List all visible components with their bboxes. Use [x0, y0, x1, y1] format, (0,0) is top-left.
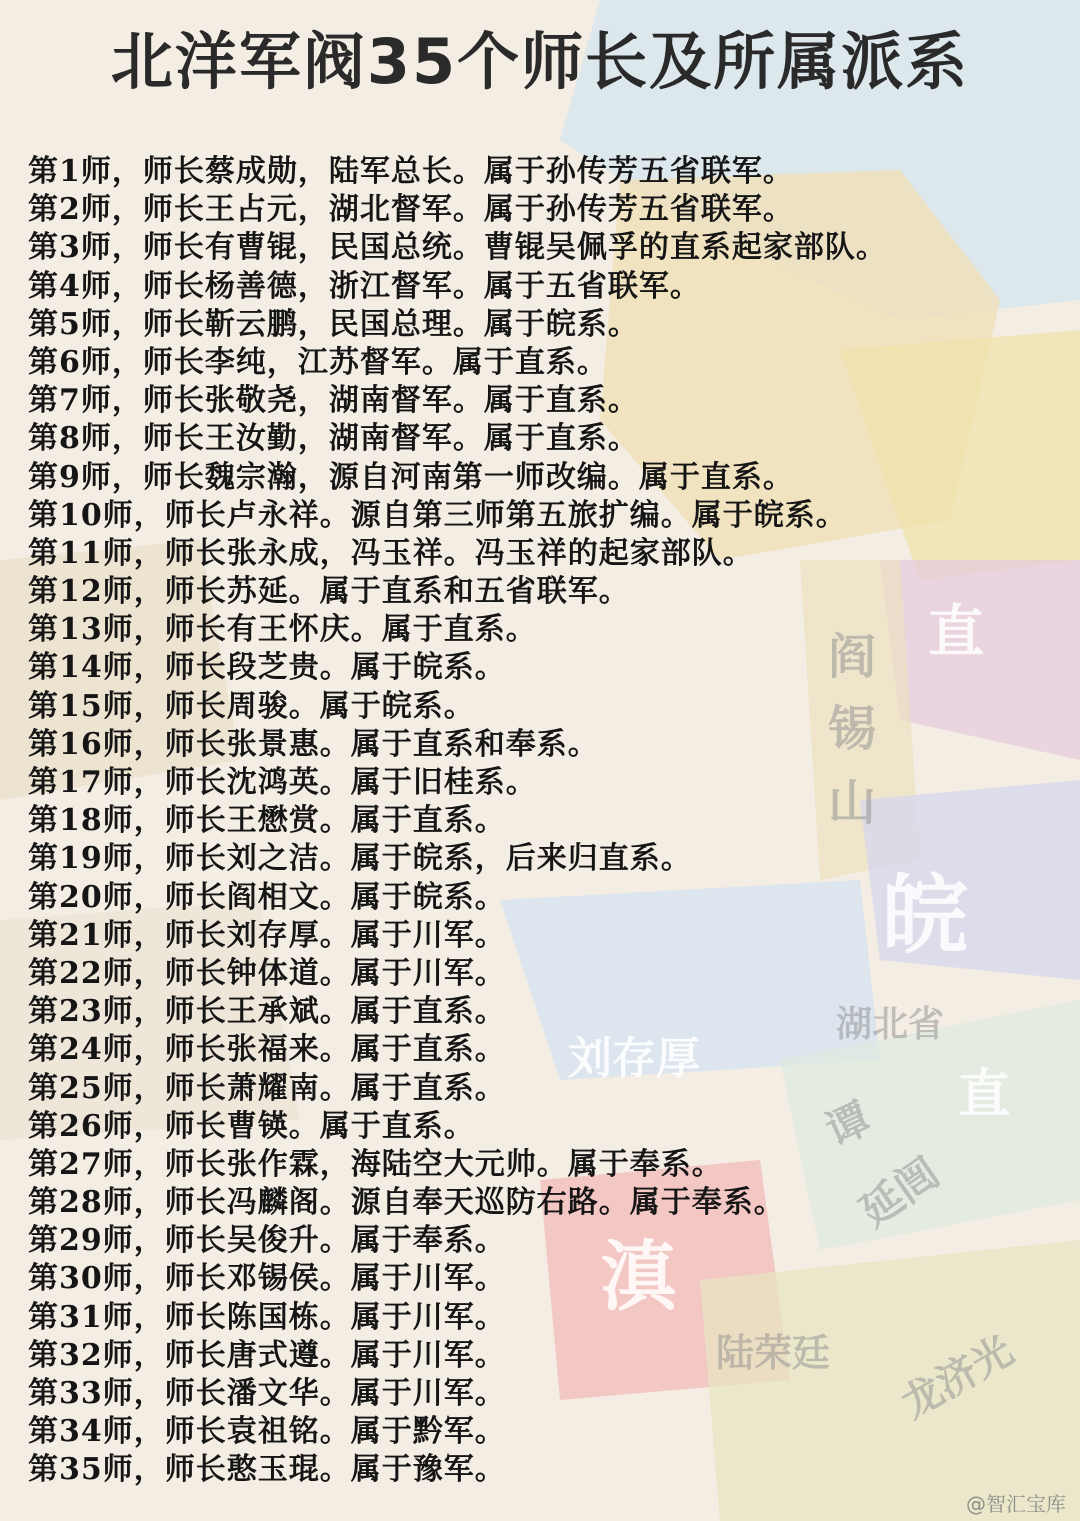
map-label-dian: 滇: [600, 1232, 676, 1321]
map-label-shan: 山: [828, 775, 877, 831]
map-label-yanmin: 延闿: [850, 1147, 948, 1237]
map-label-wan: 皖: [882, 866, 968, 966]
list-item: 第25师，师长萧耀南。属于直系。: [28, 1070, 506, 1106]
list-item: 第24师，师长张福来。属于直系。: [28, 1032, 506, 1068]
list-item: 第31师，师长陈国栋。属于川军。: [28, 1299, 506, 1335]
list-item: 第11师，师长张永成，冯玉祥。冯玉祥的起家部队。: [28, 535, 754, 571]
list-item: 第7师，师长张敬尧，湖南督军。属于直系。: [28, 383, 639, 419]
list-item: 第13师，师长有王怀庆。属于直系。: [28, 612, 537, 648]
list-item: 第14师，师长段芝贵。属于皖系。: [28, 650, 506, 686]
division-list: [28, 153, 1068, 1490]
map-label-liucunhou: 刘存厚: [568, 1033, 700, 1084]
list-item: 第32师，师长唐式遵。属于川军。: [28, 1337, 506, 1373]
map-label-zhi-north: 直: [928, 600, 984, 665]
list-item: 第27师，师长张作霖，海陆空大元帅。属于奉系。: [28, 1146, 723, 1182]
list-item: 第34师，师长袁祖铭。属于黔军。: [28, 1414, 506, 1450]
list-item: 第2师，师长王占元，湖北督军。属于孙传芳五省联军。: [28, 192, 794, 228]
list-item: 第23师，师长王承斌。属于直系。: [28, 994, 506, 1030]
list-item: 第30师，师长邓锡侯。属于川军。: [28, 1261, 506, 1297]
list-item: 第26师，师长曹锳。属于直系。: [28, 1108, 475, 1144]
list-item: 第10师，师长卢永祥。源自第三师第五旅扩编。属于皖系。: [28, 497, 847, 533]
map-label-zhi-south: 直: [958, 1065, 1011, 1125]
list-item: 第9师，师长魏宗瀚，源自河南第一师改编。属于直系。: [28, 459, 794, 495]
list-item: 第4师，师长杨善德，浙江督军。属于五省联军。: [28, 268, 701, 304]
map-label-hubei: 湖北省: [836, 1004, 945, 1045]
map-label-xi: 锡: [828, 701, 877, 757]
list-item: 第22师，师长钟体道。属于川军。: [28, 955, 506, 991]
list-item: 第35师，师长憨玉琨。属于豫军。: [28, 1452, 506, 1488]
list-item: 第28师，师长冯麟阁。源自奉天巡防右路。属于奉系。: [28, 1185, 785, 1221]
list-item: 第5师，师长靳云鹏，民国总理。属于皖系。: [28, 306, 639, 342]
list-item: 第29师，师长吴俊升。属于奉系。: [28, 1223, 506, 1259]
list-item: 第15师，师长周骏。属于皖系。: [28, 688, 475, 724]
list-item: 第19师，师长刘之洁。属于皖系，后来归直系。: [28, 841, 692, 877]
list-item: 第6师，师长李纯，江苏督军。属于直系。: [28, 344, 608, 380]
list-item: 第3师，师长有曹锟，民国总统。曹锟吴佩孚的直系起家部队。: [28, 230, 887, 266]
page-title: 北洋军阀35个师长及所属派系: [110, 25, 970, 98]
list-item: 第17师，师长沈鸿英。属于旧桂系。: [28, 765, 537, 800]
map-label-yan: 阎: [828, 629, 877, 685]
map-label-lurongting: 陆荣廷: [716, 1331, 831, 1375]
list-item: 第12师，师长苏延。属于直系和五省联军。: [28, 574, 630, 610]
list-item: 第1师，师长蔡成勋，陆军总长。属于孙传芳五省联军。: [28, 154, 794, 189]
map-label-tan: 谭: [818, 1093, 878, 1156]
list-item: 第18师，师长王懋赏。属于直系。: [28, 803, 506, 839]
list-item: 第20师，师长阎相文。属于皖系。: [28, 879, 506, 915]
watermark-credit: @智汇宝库: [966, 1492, 1066, 1516]
list-item: 第16师，师长张景惠。属于直系和奉系。: [28, 726, 599, 762]
list-item: 第33师，师长潘文华。属于川军。: [28, 1376, 506, 1411]
list-item: 第21师，师长刘存厚。属于川军。: [28, 917, 506, 953]
map-label-longjiguang: 龙济光: [894, 1327, 1022, 1428]
list-item: 第8师，师长王汝勤，湖南督军。属于直系。: [28, 421, 639, 457]
